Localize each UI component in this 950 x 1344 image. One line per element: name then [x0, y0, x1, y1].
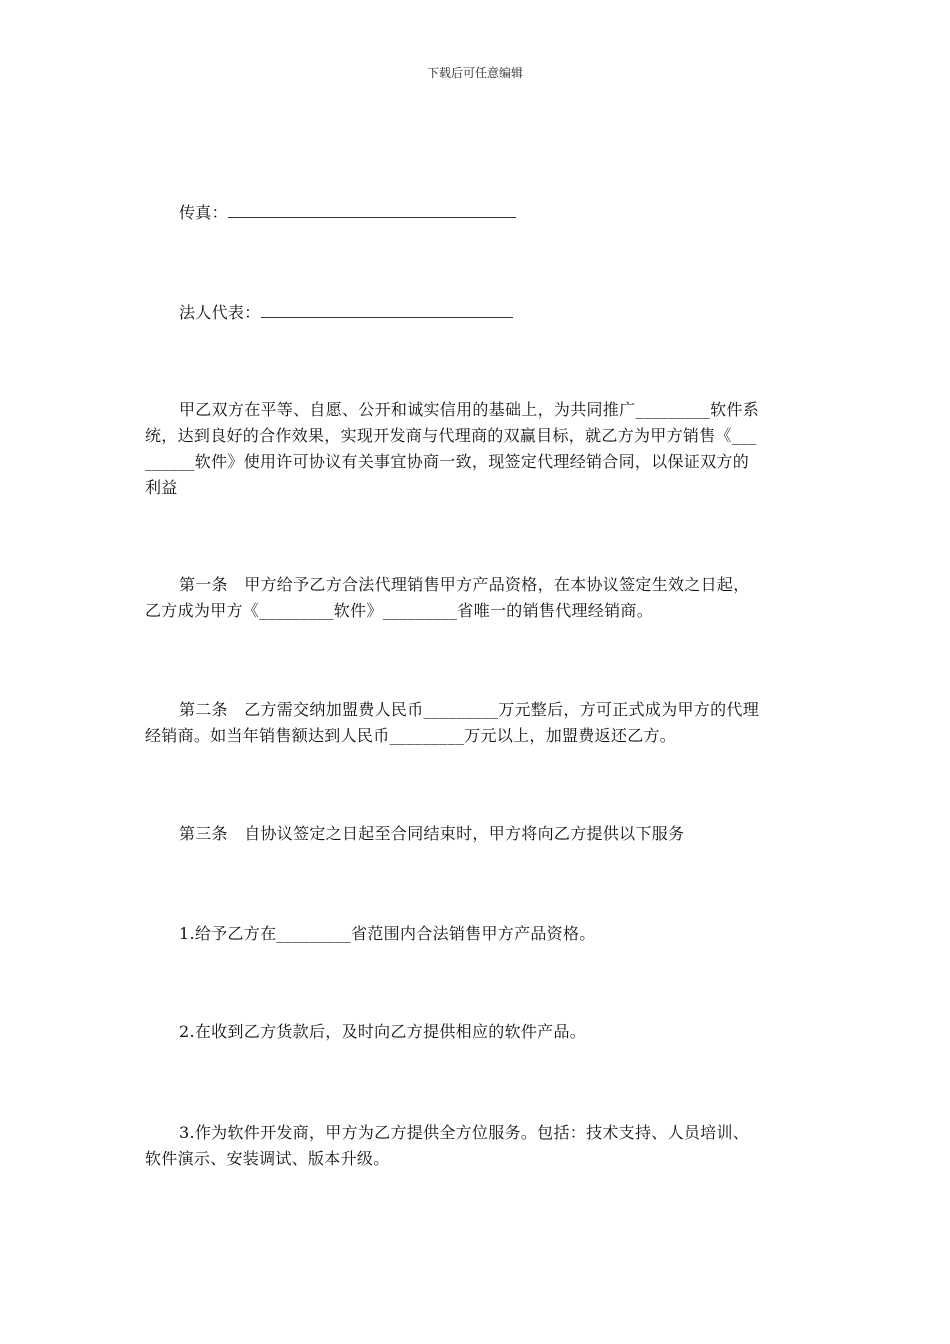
legal-rep-blank	[261, 301, 513, 318]
article-2-line-1: 第二条 乙方需交纳加盟费人民币_________万元整后，方可正式成为甲方的代理	[179, 700, 760, 719]
item-3	[145, 1120, 805, 1172]
article-1-line-1: 第一条 甲方给予乙方合法代理销售甲方产品资格，在本协议签定生效之日起，	[179, 575, 750, 594]
item-1: 1.给予乙方在_________省范围内合法销售甲方产品资格。	[179, 924, 596, 943]
intro-line-1: 甲乙双方在平等、自愿、公开和诚实信用的基础上，为共同推广_________软件系	[179, 400, 760, 419]
item-3-line-2: 软件演示、安装调试、版本升级。	[145, 1149, 390, 1168]
article-1	[145, 572, 805, 624]
article-2-line-2: 经销商。如当年销售额达到人民币_________万元以上，加盟费返还乙方。	[145, 726, 677, 745]
article-2	[145, 697, 805, 749]
header-note: 下载后可任意编辑	[426, 66, 523, 80]
fax-line	[145, 200, 805, 226]
legal-rep-label: 法人代表：	[179, 303, 261, 322]
intro-line-4: 利益	[145, 478, 178, 497]
intro-line-2: 统，达到良好的合作效果，实现开发商与代理商的双赢目标，就乙方为甲方销售《___	[145, 426, 757, 445]
item-2: 2.在收到乙方货款后，及时向乙方提供相应的软件产品。	[179, 1022, 587, 1041]
legal-rep-line	[145, 300, 805, 326]
intro-paragraph	[145, 397, 805, 501]
fax-label: 传真：	[179, 203, 228, 222]
item-3-line-1: 3.作为软件开发商，甲方为乙方提供全方位服务。包括：技术支持、人员培训、	[179, 1123, 750, 1142]
fax-blank	[228, 201, 516, 218]
article-1-line-2: 乙方成为甲方《_________软件》_________省唯一的销售代理经销商。	[145, 601, 654, 620]
article-3: 第三条 自协议签定之日起至合同结束时，甲方将向乙方提供以下服务	[179, 824, 685, 843]
intro-line-3: ______软件》使用许可协议有关事宜协商一致，现签定代理经销合同，以保证双方的	[145, 452, 750, 471]
